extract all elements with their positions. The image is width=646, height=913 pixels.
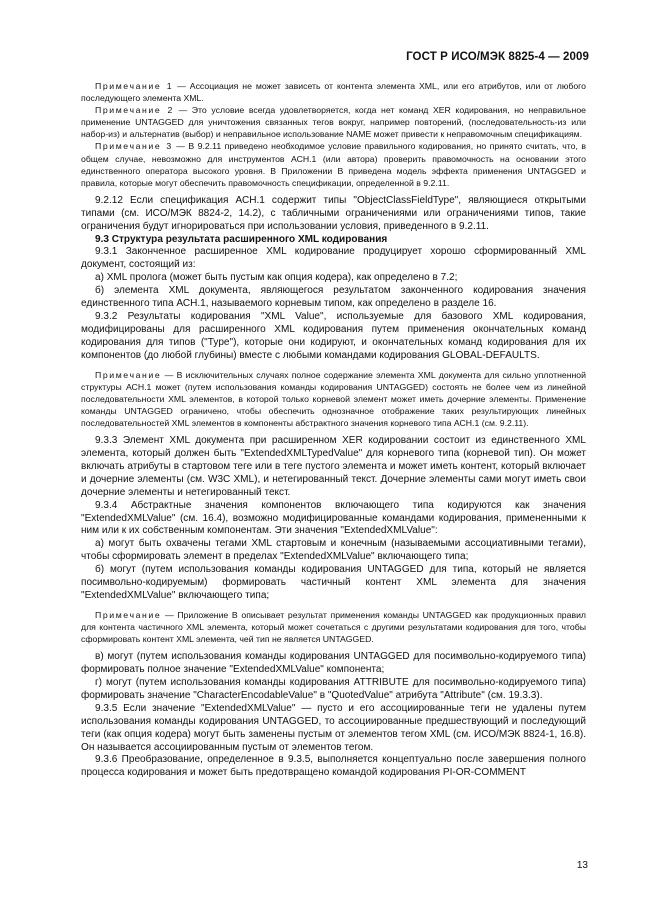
page-header: ГОСТ Р ИСО/МЭК 8825-4 — 2009 — [406, 51, 589, 63]
paragraph-9-3-1: 9.3.1 Законченное расширенное XML кодирование продуцирует хорошо сформированный XML документ, состоящий из: — [81, 246, 586, 271]
list-item-9-3-4-b: б) могут (путем использования команды кодирования UNTAGGED для типа, который не является посимвольно-кодируемым) формировать частичный контент XML элемента для значения "ExtendedXMLValue" включающего типа; — [81, 564, 586, 601]
list-item-9-3-4-v: в) могут (путем использования команды кодирования UNTAGGED для посимвольно-кодируемого типа) формировать полное значение "ExtendedXMLValue" компонента; — [81, 651, 586, 676]
note-label: Примечание 2 — [95, 105, 174, 116]
paragraph-9-3-3: 9.3.3 Элемент XML документа при расширенном XER кодировании состоит из единственного XML элемента, который должен быть "ExtendedXMLTypedValue" для корневого типа (корневой тип). Он может включать атрибуты в стартовом теге или в теге пустого элемента и может иметь контент, который включает и дочерние элементы (см. W3C XML), и нетегированный текст. Дочерние элементы сами могут иметь свои дочерние элементы и нетегированный текст. — [81, 435, 586, 498]
paragraph-9-3-5: 9.3.5 Если значение "ExtendedXMLValue" — пусто и его ассоциированные теги не удалены путем использования команды кодирования UNTAGGED, то ассоциированные предшествующий и последующий теги (как опция кодера) могут быть заменены пустым от элементов тегом XML (см. ИСО/МЭК 8824-1, 16.8). Он называется ассоциированным пустым от элементов тегом. — [81, 702, 586, 753]
note-label: Примечание 3 — [95, 141, 173, 152]
section-heading-9-3: 9.3 Структура результата расширенного XML кодирования — [95, 233, 388, 245]
note-text: — В 9.2.11 приведено необходимое условие правильного кодирования, но принято считать, что, в общем случае, невозможно для инструментов АСН.1 (или автора) проверить правомочность на основании этого единственного оператора высокого уровня. В Приложении В приведена модель эффекта применения UNTAGGED и правила, которые могут обеспечить правомочность спецификации, определенной в 9.2.11. — [81, 141, 586, 188]
list-item-9-3-1-a: а) XML пролога (может быть пустым как опция кодера), как определено в 7.2; — [95, 272, 458, 284]
page-number: 13 — [576, 860, 588, 871]
note-text: — В исключительных случаях полное содержание элемента XML документа для сильно уплотненной структуры АСН.1 может (путем использования команды кодирования UNTAGGED) состоять не более чем из линейной последовательности XML элементов, в которой только корневой элемент может иметь дочерние элементы. Применение команды UNTAGGED ограничено, чтобы обеспечить однозначное отображение таких результирующих линейных последовательностей XML элементов в компоненты абстрактного значения корневого типа АСН.1 (см. 9.2.11). — [81, 369, 586, 428]
paragraph-9-2-12: 9.2.12 Если спецификация АСН.1 содержит типы "ObjectClassFieldType", являющиеся открытыми типами (см. ИСО/МЭК 8824-2, 14.2), с табличными ограничениями или ограничениями типов, такие ограничения будут игнорироваться при использовании условия, приведенного в 9.2.11. — [81, 194, 586, 232]
list-item-9-3-4-g: г) могут (путем использования команды кодирования ATTRIBUTE для посимвольно-кодируемого типа) формировать значение "CharacterEncodableValue" в "QuotedValue" атрибута "Attribute" (см. 19.3.3). — [81, 676, 586, 701]
note-5 — [81, 609, 586, 645]
note-2 — [81, 104, 586, 140]
paragraph-9-3-4: 9.3.4 Абстрактные значения компонентов включающего типа кодируются как значения "ExtendedXMLValue" (см. 16.4), возможно модифицированные командами кодирования, примененными к ним или к их собственным компонентам. Эти значения "ExtendedXMLValue": — [81, 499, 586, 537]
note-text: — Это условие всегда удовлетворяется, когда нет команд XER кодирования, но неправильное применение UNTAGGED для уничтожения связанных тегов вокруг, например повторений, (последовательность-из или набор-из) и альтернатив (выбор) и неправильное использование NAME может привести к неправомочным спецификациям. — [81, 105, 587, 140]
note-label: Примечание 1 — [95, 81, 174, 91]
page-content — [81, 80, 586, 780]
note-4 — [81, 369, 586, 429]
note-3 — [81, 140, 586, 188]
list-item-9-3-4-a: а) могут быть охвачены тегами XML стартовым и конечным (называемыми ассоциативными тегами), чтобы сформировать элемент в пределах "ExtendedXMLValue" включающего типа; — [81, 538, 586, 563]
paragraph-9-3-2: 9.3.2 Результаты кодирования "XML Value", используемые для базового XML кодирования, модифицированы для расширенного XML кодирования путем применения окончательных команд кодирования для типов ("Type"), которые они кодируют, и окончательных команд кодирования для их компонентов (до любой глубины) вместе с любыми командами кодирования GLOBAL-DEFAULTS. — [81, 311, 586, 361]
paragraph-9-3-6: 9.3.6 Преобразование, определенное в 9.3.5, выполняется концептуально после завершения полного процесса кодирования и может быть предотвращено командой кодирования PI-OR-COMMENT — [81, 754, 586, 779]
note-text: — Ассоциация не может зависеть от контента элемента XML, или его атрибутов, или от любого последующего элемента XML. — [81, 81, 586, 104]
note-text: — Приложение В описывает результат применения команды UNTAGGED как продукционных правил для контента частичного XML элемента, который может сочетаться с другими результатами кодирования для того, чтобы сформировать контент XML элемента, чей тип не является UNTAGGED. — [81, 609, 586, 645]
note-label: Примечание — [95, 609, 162, 620]
note-1 — [81, 80, 586, 104]
list-item-9-3-1-b: б) элемента XML документа, являющегося результатом законченного кодирования значения единственного типа АСН.1, называемого корневым типом, как определено в разделе 16. — [81, 285, 586, 310]
note-label: Примечание — [95, 369, 162, 380]
